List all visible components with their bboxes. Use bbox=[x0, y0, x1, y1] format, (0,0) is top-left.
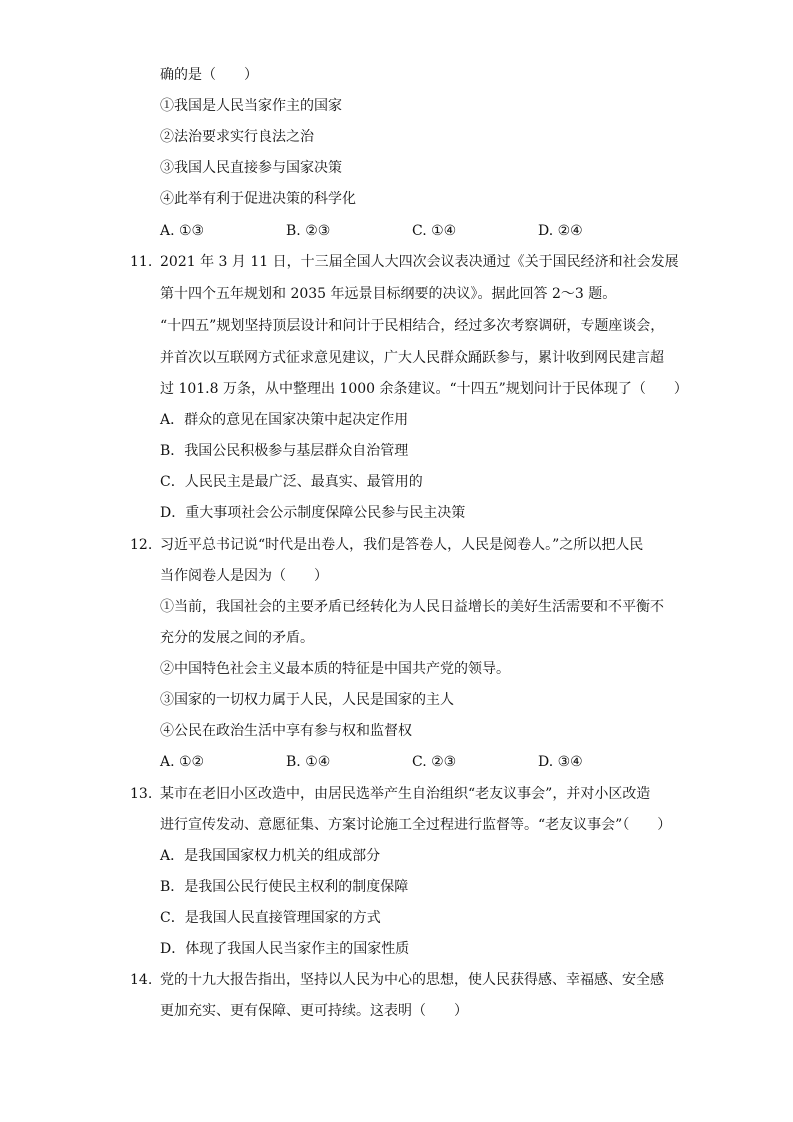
q12-line-6: ③国家的一切权力属于人民，人民是国家的主人 bbox=[160, 692, 454, 708]
q13-option-a: A．是我国国家权力机关的组成部分 bbox=[160, 848, 381, 864]
q13-option-d: D．体现了我国人民当家作主的国家性质 bbox=[160, 941, 410, 957]
q12-number: 12. bbox=[130, 537, 153, 553]
q11-option-a: A．群众的意见在国家决策中起决定作用 bbox=[160, 412, 409, 428]
q12-line-2: 当作阅卷人是因为（ ） bbox=[160, 568, 328, 584]
q11-line-4: 并首次以互联网方式征求意见建议，广大人民群众踊跃参与，累计收到网民建言超 bbox=[160, 350, 664, 366]
q12-line-3: ①当前，我国社会的主要矛盾已经转化为人民日益增长的美好生活需要和不平衡不 bbox=[160, 599, 664, 615]
q10-item-4: ④此举有利于促进决策的科学化 bbox=[160, 191, 356, 207]
q11-option-c: C．人民民主是最广泛、最真实、最管用的 bbox=[160, 474, 423, 490]
q11-line-2: 第十四个五年规划和 2035 年远景目标纲要的决议》。据此回答 2～3 题。 bbox=[160, 286, 617, 302]
q12-line-1: 习近平总书记说“时代是出卷人，我们是答卷人，人民是阅卷人。”之所以把人民 bbox=[160, 537, 644, 553]
q12-option-d: D. ③④ bbox=[538, 754, 583, 770]
q12-line-7: ④公民在政治生活中享有参与权和监督权 bbox=[160, 723, 412, 739]
q12-line-5: ②中国特色社会主义最本质的特征是中国共产党的领导。 bbox=[160, 661, 510, 677]
q12-option-b: B. ①④ bbox=[286, 754, 331, 770]
q10-option-b: B. ②③ bbox=[286, 223, 331, 239]
q10-option-a: A. ①③ bbox=[160, 223, 205, 239]
q13-line-1: 某市在老旧小区改造中，由居民选举产生自治组织“老友议事会”，并对小区改造 bbox=[160, 786, 651, 802]
q13-number: 13. bbox=[130, 786, 153, 802]
q10-option-c: C. ①④ bbox=[412, 223, 457, 239]
q10-option-d: D. ②④ bbox=[538, 223, 583, 239]
q10-item-1: ①我国是人民当家作主的国家 bbox=[160, 98, 342, 114]
q10-item-2: ②法治要求实行良法之治 bbox=[160, 129, 314, 145]
q13-option-c: C．是我国人民直接管理国家的方式 bbox=[160, 910, 381, 926]
q13-line-2: 进行宣传发动、意愿征集、方案讨论施工全过程进行监督等。“老友议事会”（ ） bbox=[160, 817, 672, 833]
q12-line-4: 充分的发展之间的矛盾。 bbox=[160, 630, 314, 646]
q11-option-b: B．我国公民积极参与基层群众自治管理 bbox=[160, 443, 409, 459]
q12-option-a: A. ①② bbox=[160, 754, 205, 770]
q11-line-1: 2021 年 3 月 11 日，十三届全国人大四次会议表决通过《关于国民经济和社会发展 bbox=[160, 254, 679, 270]
q11-line-3: “十四五”规划坚持顶层设计和问计于民相结合，经过多次考察调研，专题座谈会， bbox=[160, 318, 665, 334]
q11-line-5: 过 101.8 万条，从中整理出 1000 余条建议。“十四五”规划问计于民体现了（ ） bbox=[160, 381, 688, 397]
q10-stem-tail: 确的是（ ） bbox=[160, 67, 258, 83]
q12-option-c: C. ②③ bbox=[412, 754, 457, 770]
q10-item-3: ③我国人民直接参与国家决策 bbox=[160, 160, 342, 176]
q14-line-2: 更加充实、更有保障、更可持续。这表明（ ） bbox=[160, 1003, 468, 1019]
q11-number: 11. bbox=[130, 254, 153, 270]
q14-line-1: 党的十九大报告指出，坚持以人民为中心的思想，使人民获得感、幸福感、安全感 bbox=[160, 972, 664, 988]
q14-number: 14. bbox=[130, 972, 153, 988]
q11-option-d: D．重大事项社会公示制度保障公民参与民主决策 bbox=[160, 505, 466, 521]
q13-option-b: B．是我国公民行使民主权利的制度保障 bbox=[160, 879, 409, 895]
